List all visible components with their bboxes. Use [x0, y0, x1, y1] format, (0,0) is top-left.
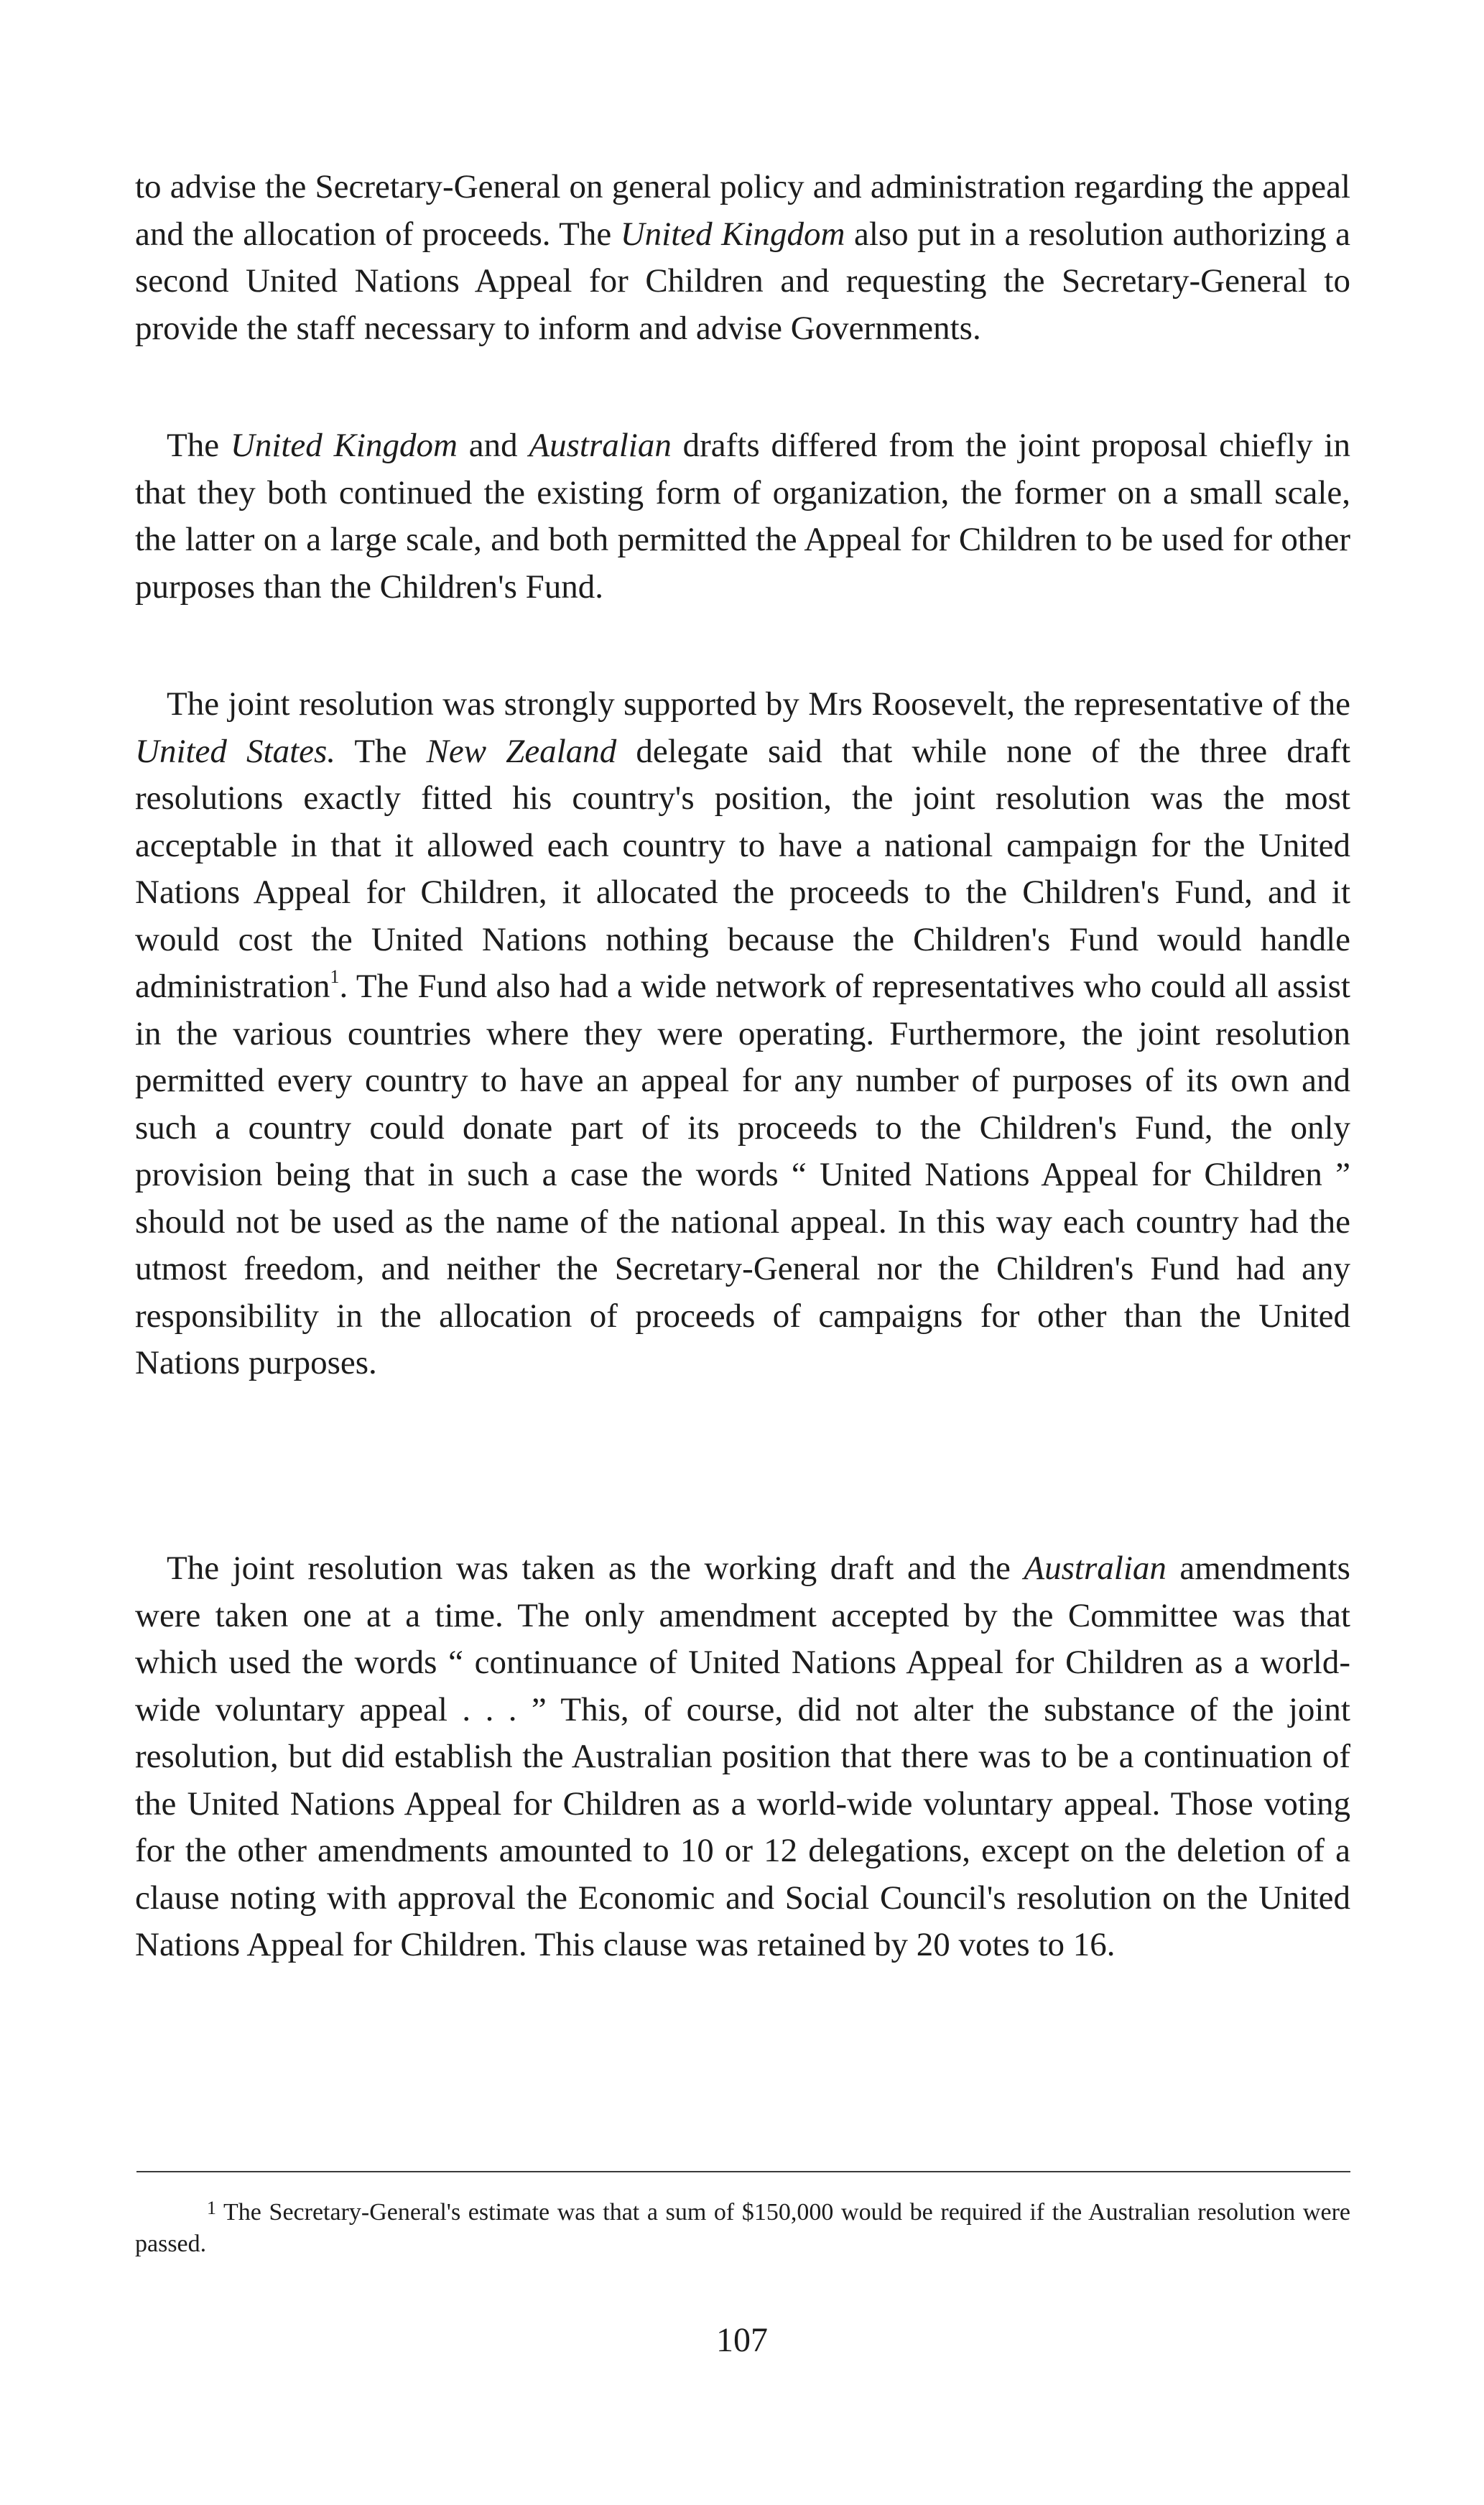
- body-paragraph-1: [135, 164, 1350, 352]
- country-name-australian: Australian: [529, 427, 672, 464]
- footnote-marker: 1: [207, 2198, 216, 2218]
- paragraph-3-text-a: The joint resolution was strongly supported by Mrs Roosevelt, the representative of the: [167, 685, 1350, 723]
- paragraph-3-text-b: The: [335, 732, 427, 770]
- footnote: [135, 2193, 1350, 2260]
- paragraph-text: [135, 1545, 1350, 1969]
- paragraph-3-text-d: . The Fund also had a wide network of representatives who could all assist in the various countries where they were operating. Furthermore, the joint resolution permitted every country to have an appeal for any number of purposes of its own and such a country could donate part of its proceeds to the Children's Fund, the only provision being that in such a case the words “ United Nations Appeal for Children ” should not be used as the name of the national appeal. In this way each country had the utmost freedom, and neither the Secretary-General nor the Children's Fund had any responsibility in the allocation of proceeds of campaigns for other than the United Nations purposes.: [135, 968, 1350, 1381]
- country-name-united-states: United States.: [135, 732, 336, 770]
- paragraph-2-text-c: drafts differed from the joint proposal chiefly in that they both continued the existing form of organization, the former on a small scale, the latter on a large scale, and both permitted the Appeal for Children to be used for other purposes than the Children's Fund.: [135, 427, 1350, 606]
- page-number: 107: [716, 2321, 768, 2359]
- body-paragraph-2: [135, 422, 1350, 611]
- paragraph-4-text-a: The joint resolution was taken as the working draft and the: [167, 1550, 1024, 1587]
- country-name-australian: Australian: [1024, 1550, 1167, 1587]
- footnote-reference[interactable]: 1: [330, 966, 340, 987]
- paragraph-text: [135, 164, 1350, 352]
- paragraph-1-text-b: also put in a resolution authorizing a second United Nations Appeal for Children and requesting the Secretary-General to provide the staff necessary to inform and advise Governments.: [135, 215, 1350, 347]
- paragraph-3-text-c: delegate said that while none of the three draft resolutions exactly fitted his country's position, the joint resolution was the most acceptable in that it allowed each country to have a national campaign for the United Nations Appeal for Children, it allocated the proceeds to the Children's Fund, and it would cost the United Nations nothing because the Children's Fund would handle administration: [135, 732, 1351, 1005]
- body-paragraph-3: [135, 681, 1350, 1387]
- footnote-body: The Secretary-General's estimate was that a sum of $150,000 would be required if the Australian resolution were passed.: [135, 2199, 1350, 2257]
- paragraph-2-text-b: and: [457, 427, 529, 464]
- country-name-united-kingdom: United Kingdom: [230, 427, 458, 464]
- body-paragraph-4: [135, 1545, 1350, 1969]
- paragraph-text: [135, 422, 1350, 611]
- paragraph-4-text-b: amendments were taken one at a time. The only amendment accepted by the Committee was that which used the words “ continuance of United Nations Appeal for Children as a world-wide voluntary appeal . . . ” This, of course, did not alter the substance of the joint resolution, but did establish the Australian position that there was to be a continuation of the United Nations Appeal for Children as a world-wide voluntary appeal. Those voting for the other amendments amounted to 10 or 12 delegations, except on the deletion of a clause noting with approval the Economic and Social Council's resolution on the United Nations Appeal for Children. This clause was retained by 20 votes to 16.: [135, 1550, 1350, 1963]
- footnote-divider: [136, 2171, 1350, 2172]
- country-name-united-kingdom: United Kingdom: [620, 215, 845, 253]
- paragraph-text: [135, 681, 1350, 1387]
- footnote-text: [135, 2193, 1350, 2260]
- paragraph-2-text-a: The: [167, 427, 231, 464]
- country-name-new-zealand: New Zealand: [426, 732, 617, 770]
- paragraph-1-text-a: to advise the Secretary-General on general policy and administration regarding the appeal and the allocation of proceeds. The: [135, 168, 1350, 253]
